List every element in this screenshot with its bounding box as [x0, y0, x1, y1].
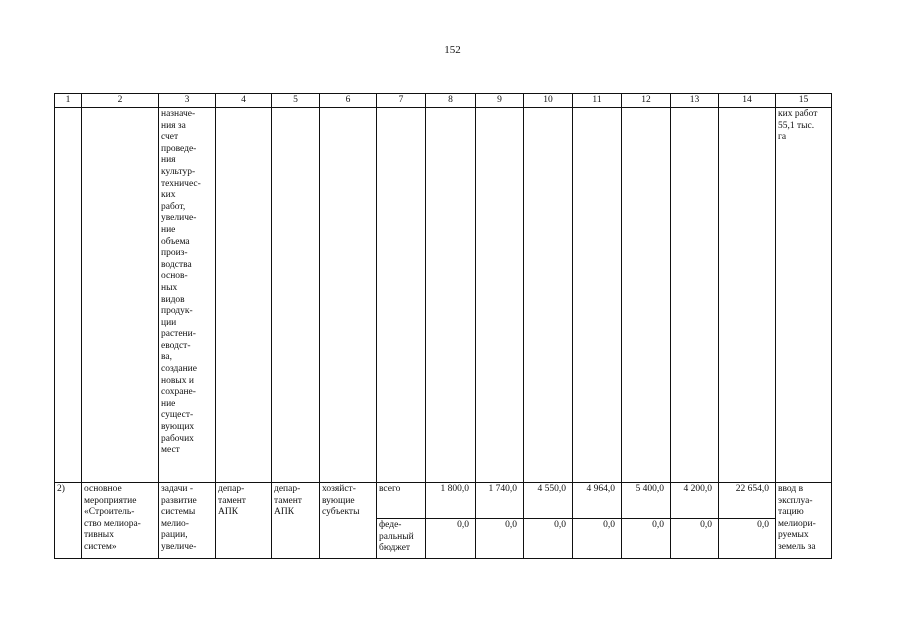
amount-cell: 0,0 — [719, 519, 776, 559]
program-measures-table — [54, 93, 832, 559]
participants-cell: хозяйст- вующие субъекты — [320, 483, 377, 559]
page-number: 152 — [444, 44, 461, 56]
funding-source-cell: феде- ральный бюджет — [377, 519, 426, 559]
table-cell — [272, 108, 320, 483]
table-cell — [671, 108, 719, 483]
amount-cell: 0,0 — [426, 519, 476, 559]
amount-cell: 0,0 — [622, 519, 671, 559]
table-cell — [320, 108, 377, 483]
funding-source-cell: всего — [377, 483, 426, 519]
coexecutor-cell: депар- тамент АПК — [272, 483, 320, 559]
table-cell — [573, 108, 622, 483]
result-cell: ввод в эксплуа- тацию мелиори- руемых земель за — [776, 483, 832, 559]
row-number-cell: 2) — [55, 483, 82, 559]
column-number: 11 — [573, 94, 622, 108]
amount-cell: 1 740,0 — [476, 483, 524, 519]
task-description-cell: задачи - развитие системы мелио- рации, увеличе- — [159, 483, 216, 559]
amount-cell: 4 550,0 — [524, 483, 573, 519]
column-number: 14 — [719, 94, 776, 108]
column-number: 4 — [216, 94, 272, 108]
amount-cell: 0,0 — [476, 519, 524, 559]
column-number: 7 — [377, 94, 426, 108]
table-row — [55, 108, 832, 483]
amount-cell: 1 800,0 — [426, 483, 476, 519]
column-number: 12 — [622, 94, 671, 108]
executor-cell: депар- тамент АПК — [216, 483, 272, 559]
amount-cell: 4 964,0 — [573, 483, 622, 519]
measure-name-cell: основное мероприятие «Строитель- ство мелиора- тивных систем» — [82, 483, 159, 559]
table-cell — [476, 108, 524, 483]
column-number: 10 — [524, 94, 573, 108]
table-cell — [719, 108, 776, 483]
result-cell: ких работ 55,1 тыс. га — [776, 108, 832, 483]
table-cell — [524, 108, 573, 483]
amount-cell: 0,0 — [524, 519, 573, 559]
table-cell — [426, 108, 476, 483]
amount-cell: 22 654,0 — [719, 483, 776, 519]
amount-cell: 4 200,0 — [671, 483, 719, 519]
table-cell — [622, 108, 671, 483]
column-number: 5 — [272, 94, 320, 108]
task-description-cell: назначе- ния за счет проведе- ния культур- техничес- ких работ, увеличе- ние объема произ- водства основ- ных видов продук- ции растени- еводст- ва, создание новых и сохране- ние сущест- вующих рабочих мест — [159, 108, 216, 483]
table-row — [55, 483, 832, 519]
column-number: 8 — [426, 94, 476, 108]
column-number: 15 — [776, 94, 832, 108]
table-cell — [377, 108, 426, 483]
column-number: 3 — [159, 94, 216, 108]
column-number: 13 — [671, 94, 719, 108]
column-number: 6 — [320, 94, 377, 108]
column-number: 9 — [476, 94, 524, 108]
amount-cell: 5 400,0 — [622, 483, 671, 519]
table-cell — [55, 108, 82, 483]
table-cell — [82, 108, 159, 483]
amount-cell: 0,0 — [573, 519, 622, 559]
column-number-row — [55, 94, 832, 108]
amount-cell: 0,0 — [671, 519, 719, 559]
column-number: 1 — [55, 94, 82, 108]
column-number: 2 — [82, 94, 159, 108]
table-cell — [216, 108, 272, 483]
